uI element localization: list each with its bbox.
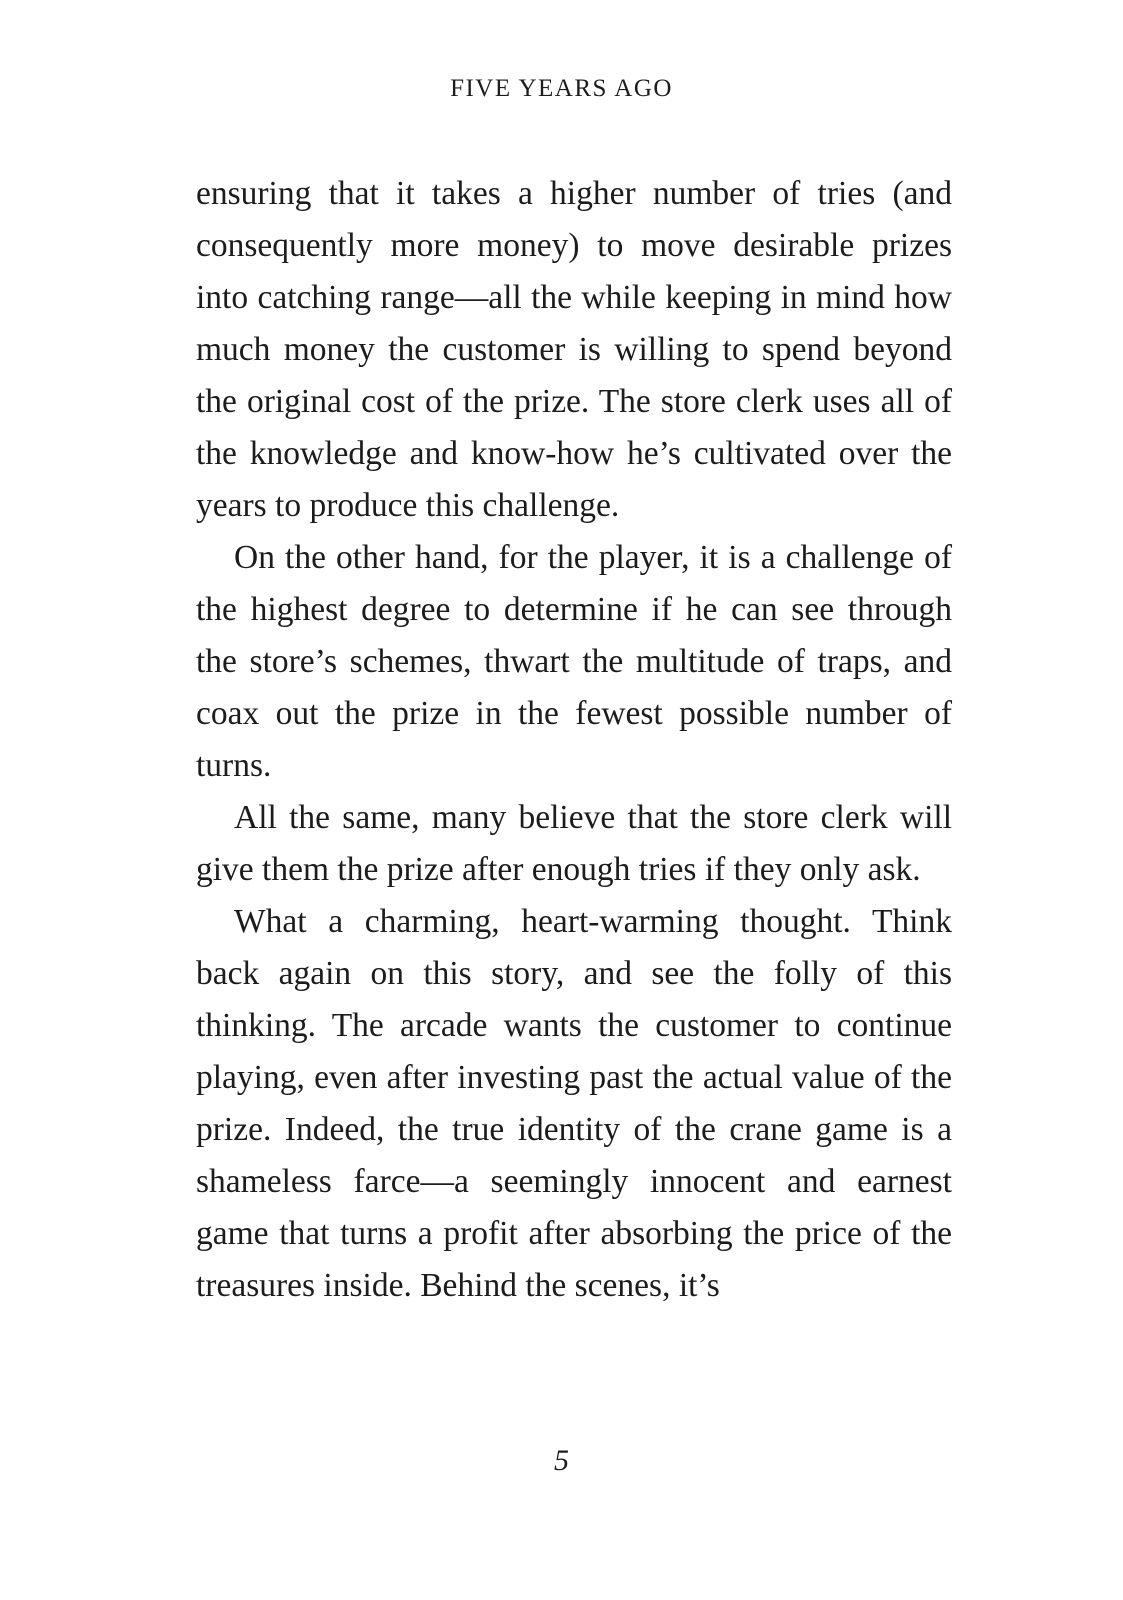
running-head: FIVE YEARS AGO <box>450 75 673 102</box>
paragraph: What a charming, heart-warming thought. Think back again on this story, and see the folly of this thinking. The arcade wants the customer to continue playing, even after investing past the actual value of the prize. Indeed, the true identity of the crane game is a shameless farce—a seemingly innocent and earnest game that turns a profit after absorbing the price of the treasures inside. Behind the scenes, it’s <box>196 903 952 1304</box>
paragraph: On the other hand, for the player, it is a challenge of the highest degree to determine if he can see through the store’s schemes, thwart the multitude of traps, and coax out the prize in the fewest possible number of turns. <box>196 539 952 784</box>
paragraph: All the same, many believe that the store clerk will give them the prize after enough tries if they only ask. <box>196 799 952 888</box>
page-number: 5 <box>554 1444 569 1477</box>
body-text <box>196 168 952 1312</box>
paragraph-continued: ensuring that it takes a higher number of tries (and consequently more money) to move desirable prizes into catching range—all the while keeping in mind how much money the customer is willing to spend beyond the original cost of the prize. The store clerk uses all of the knowledge and know-how he’s cultivated over the years to produce this challenge. <box>196 175 952 524</box>
